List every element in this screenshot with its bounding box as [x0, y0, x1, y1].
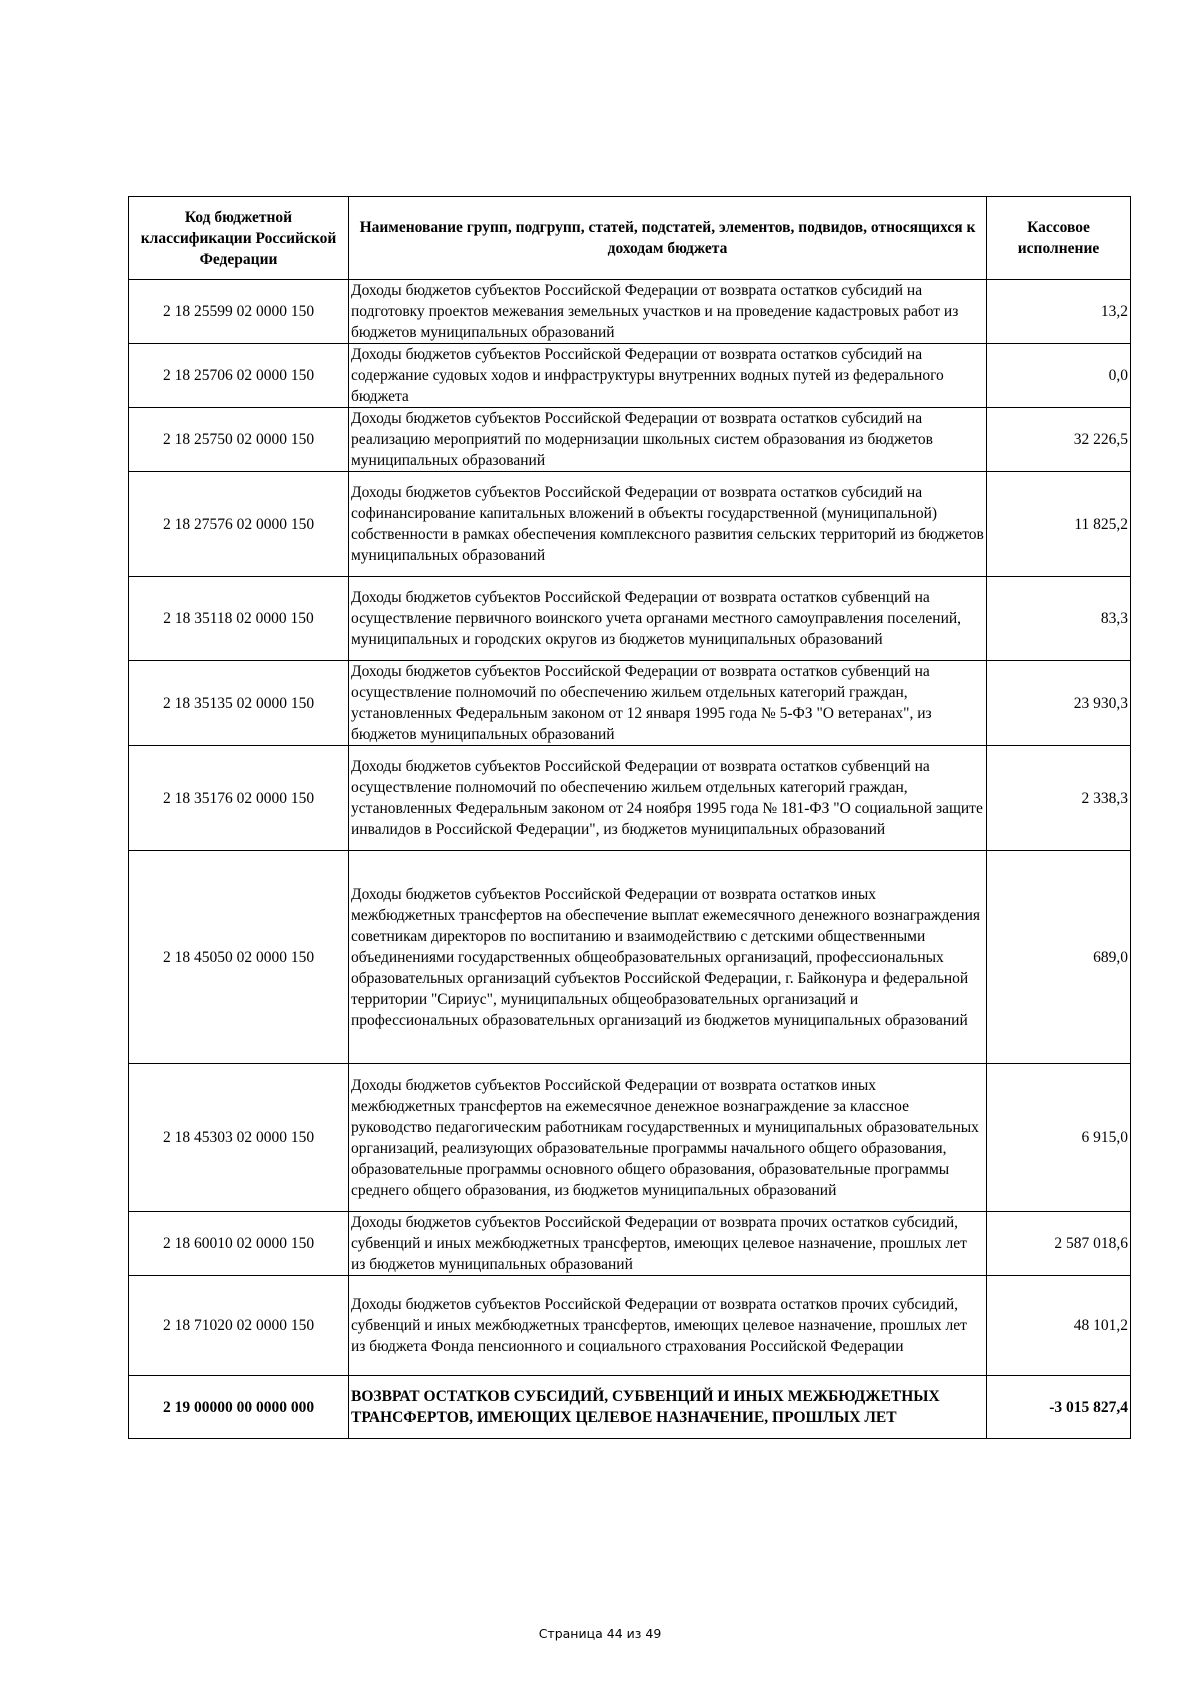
row-code: 2 18 35118 02 0000 150: [129, 577, 349, 661]
row-name: Доходы бюджетов субъектов Российской Федерации от возврата остатков субсидий на подготовку проектов межевания земельных участков и на проведение кадастровых работ из бюджетов муниципальных образований: [349, 280, 987, 344]
row-code: 2 18 25750 02 0000 150: [129, 408, 349, 472]
header-amount: Кассовое исполнение: [987, 197, 1131, 280]
row-amount: 32 226,5: [987, 408, 1131, 472]
header-name: Наименование групп, подгрупп, статей, подстатей, элементов, подвидов, относящихся к доходам бюджета: [349, 197, 987, 280]
table-header-row: [129, 197, 1131, 280]
row-code: 2 18 45303 02 0000 150: [129, 1064, 349, 1212]
row-name: ВОЗВРАТ ОСТАТКОВ СУБСИДИЙ, СУБВЕНЦИЙ И ИНЫХ МЕЖБЮДЖЕТНЫХ ТРАНСФЕРТОВ, ИМЕЮЩИХ ЦЕЛЕВОЕ НАЗНАЧЕНИЕ, ПРОШЛЫХ ЛЕТ: [349, 1376, 987, 1439]
row-name: Доходы бюджетов субъектов Российской Федерации от возврата остатков субсидий на софинансирование капитальных вложений в объекты государственной (муниципальной) собственности в рамках обеспечения комплексного развития сельских территорий из бюджетов муниципальных образований: [349, 472, 987, 577]
row-amount: 48 101,2: [987, 1276, 1131, 1376]
row-code: 2 18 35176 02 0000 150: [129, 746, 349, 851]
table-row: [129, 408, 1131, 472]
table-row: [129, 851, 1131, 1064]
row-code: 2 18 35135 02 0000 150: [129, 661, 349, 746]
table-row-total: [129, 1376, 1131, 1439]
row-amount: -3 015 827,4: [987, 1376, 1131, 1439]
row-code: 2 18 60010 02 0000 150: [129, 1212, 349, 1276]
row-amount: 2 587 018,6: [987, 1212, 1131, 1276]
row-name: Доходы бюджетов субъектов Российской Федерации от возврата остатков субсидий на содержание судовых ходов и инфраструктуры внутренних водных путей из федерального бюджета: [349, 344, 987, 408]
row-name: Доходы бюджетов субъектов Российской Федерации от возврата остатков иных межбюджетных трансфертов на обеспечение выплат ежемесячного денежного вознаграждения советникам директоров по воспитанию и взаимодействию с детскими общественными объединениями государственных общеобразовательных организаций, профессиональных образовательных организаций субъектов Российской Федерации, г. Байконура и федеральной территории "Сириус", муниципальных общеобразовательных организаций и профессиональных образовательных организаций из бюджетов муниципальных образований: [349, 851, 987, 1064]
row-name: Доходы бюджетов субъектов Российской Федерации от возврата остатков субсидий на реализацию мероприятий по модернизации школьных систем образования из бюджетов муниципальных образований: [349, 408, 987, 472]
row-code: 2 18 45050 02 0000 150: [129, 851, 349, 1064]
row-amount: 11 825,2: [987, 472, 1131, 577]
row-amount: 83,3: [987, 577, 1131, 661]
row-code: 2 18 25599 02 0000 150: [129, 280, 349, 344]
row-amount: 23 930,3: [987, 661, 1131, 746]
table-row: [129, 746, 1131, 851]
table-row: [129, 1212, 1131, 1276]
table-row: [129, 577, 1131, 661]
row-amount: 13,2: [987, 280, 1131, 344]
header-code: Код бюджетной классификации Российской Федерации: [129, 197, 349, 280]
page-number: Страница 44 из 49: [538, 1626, 662, 1641]
table-row: [129, 472, 1131, 577]
row-code: 2 18 25706 02 0000 150: [129, 344, 349, 408]
row-code: 2 18 27576 02 0000 150: [129, 472, 349, 577]
budget-revenue-table: [128, 196, 1131, 1439]
row-code: 2 19 00000 00 0000 000: [129, 1376, 349, 1439]
row-name: Доходы бюджетов субъектов Российской Федерации от возврата прочих остатков субсидий, субвенций и иных межбюджетных трансфертов, имеющих целевое назначение, прошлых лет из бюджетов муниципальных образований: [349, 1212, 987, 1276]
row-amount: 6 915,0: [987, 1064, 1131, 1212]
row-name: Доходы бюджетов субъектов Российской Федерации от возврата остатков прочих субсидий, субвенций и иных межбюджетных трансфертов, имеющих целевое назначение, прошлых лет из бюджета Фонда пенсионного и социального страхования Российской Федерации: [349, 1276, 987, 1376]
table-row: [129, 280, 1131, 344]
row-name: Доходы бюджетов субъектов Российской Федерации от возврата остатков субвенций на осуществление полномочий по обеспечению жильем отдельных категорий граждан, установленных Федеральным законом от 12 января 1995 года № 5-ФЗ "О ветеранах", из бюджетов муниципальных образований: [349, 661, 987, 746]
table-row: [129, 661, 1131, 746]
row-amount: 2 338,3: [987, 746, 1131, 851]
row-code: 2 18 71020 02 0000 150: [129, 1276, 349, 1376]
table-row: [129, 344, 1131, 408]
row-name: Доходы бюджетов субъектов Российской Федерации от возврата остатков иных межбюджетных трансфертов на ежемесячное денежное вознаграждение за классное руководство педагогическим работникам государственных и муниципальных образовательных организаций, реализующих образовательные программы начального общего образования, образовательные программы основного общего образования, образовательные программы среднего общего образования, из бюджетов муниципальных образований: [349, 1064, 987, 1212]
row-amount: 0,0: [987, 344, 1131, 408]
row-amount: 689,0: [987, 851, 1131, 1064]
row-name: Доходы бюджетов субъектов Российской Федерации от возврата остатков субвенций на осуществление полномочий по обеспечению жильем отдельных категорий граждан, установленных Федеральным законом от 24 ноября 1995 года № 181-ФЗ "О социальной защите инвалидов в Российской Федерации", из бюджетов муниципальных образований: [349, 746, 987, 851]
table-row: [129, 1276, 1131, 1376]
row-name: Доходы бюджетов субъектов Российской Федерации от возврата остатков субвенций на осуществление первичного воинского учета органами местного самоуправления поселений, муниципальных и городских округов из бюджетов муниципальных образований: [349, 577, 987, 661]
table-row: [129, 1064, 1131, 1212]
